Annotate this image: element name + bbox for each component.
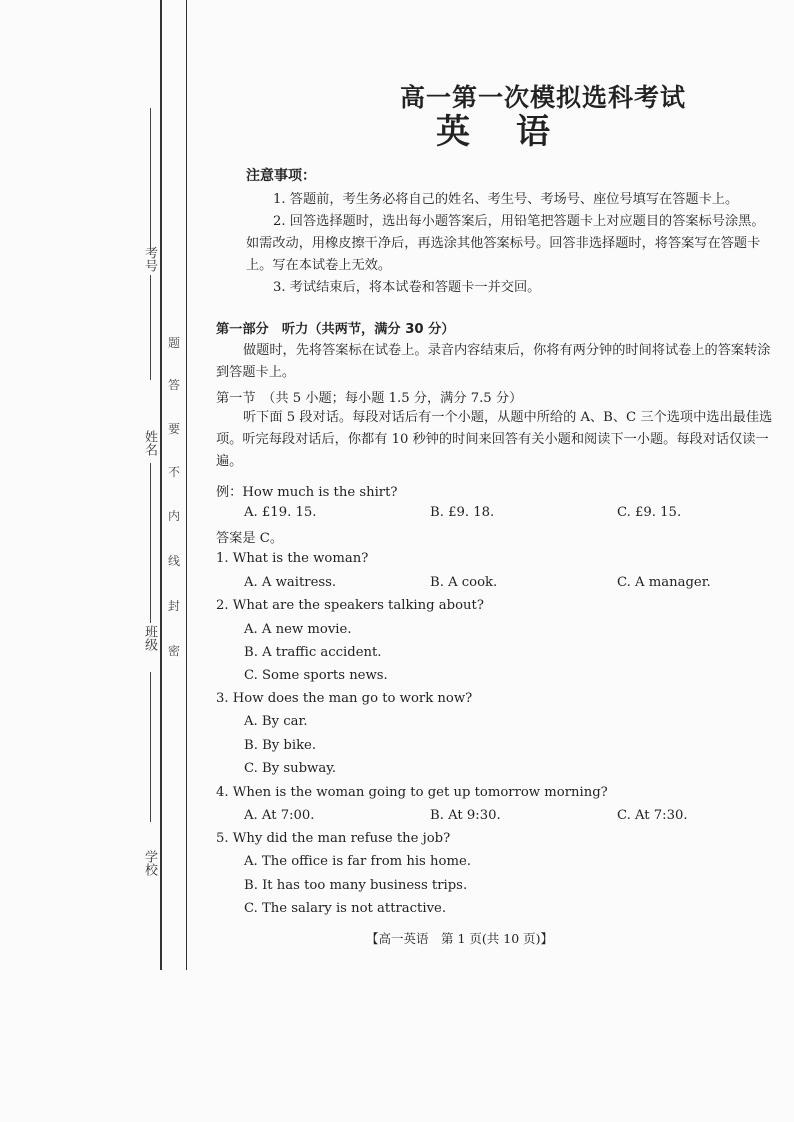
option: B. A cook. bbox=[430, 575, 498, 590]
seal-char: 要 bbox=[168, 422, 181, 436]
label-school: 学校 bbox=[142, 850, 157, 876]
example-question: 例：How much is the shirt? bbox=[216, 485, 398, 500]
subject-title: 英语 bbox=[436, 112, 596, 152]
part1-instruction: 做题时，先将答案标在试卷上。录音内容结束后，你将有两分钟的时间将试卷上的答案转涂到答题卡上。 bbox=[216, 343, 771, 380]
exam-number-blank[interactable] bbox=[150, 108, 151, 248]
seal-char: 线 bbox=[168, 554, 181, 568]
question-text: 5. Why did the man refuse the job? bbox=[216, 831, 451, 846]
binding-line-inner bbox=[186, 0, 187, 970]
notice-item: 3. 考试结束后，将本试卷和答题卡一并交回。 bbox=[273, 280, 541, 295]
exam-title: 高一第一次模拟选科考试 bbox=[400, 83, 687, 112]
label-class: 班级 bbox=[142, 625, 157, 651]
question-text: 2. What are the speakers talking about? bbox=[216, 598, 484, 613]
option: B. At 9:30. bbox=[430, 808, 501, 823]
section1-heading: 第一节 （共 5 小题；每小题 1.5 分，满分 7.5 分） bbox=[216, 391, 523, 406]
seal-char: 答 bbox=[168, 378, 181, 392]
part1-heading: 第一部分 听力（共两节，满分 30 分） bbox=[216, 322, 455, 337]
option: B. A traffic accident. bbox=[244, 645, 382, 660]
option: A. A waitress. bbox=[244, 575, 337, 590]
section1-instruction: 听下面 5 段对话。每段对话后有一个小题，从题中所给的 A、B、C 三个选项中选出最佳选项。听完每段对话后，你都有 10 秒钟的时间来回答有关小题和阅读下一小题。每段对话仅读一遍。 bbox=[216, 410, 773, 469]
notice-item: 1. 答题前，考生务必将自己的姓名、考生号、考场号、座位号填写在答题卡上。 bbox=[273, 192, 739, 207]
option: B. By bike. bbox=[244, 738, 317, 753]
example-option: C. £9. 15. bbox=[617, 505, 682, 520]
notice-item: 2. 回答选择题时，选出每小题答案后，用铅笔把答题卡上对应题目的答案标号涂黑。如需改动，用橡皮擦干净后，再选涂其他答案标号。回答非选择题时，将答案写在答题卡上。写在本试卷上无效。 bbox=[246, 214, 765, 273]
question-text: 3. How does the man go to work now? bbox=[216, 691, 473, 706]
notice-heading: 注意事项： bbox=[246, 168, 316, 184]
seal-char: 题 bbox=[168, 336, 181, 350]
option: C. At 7:30. bbox=[617, 808, 688, 823]
option: B. It has too many business trips. bbox=[244, 878, 468, 893]
seal-char: 内 bbox=[168, 509, 181, 523]
binding-line-outer bbox=[160, 0, 162, 970]
seal-char: 密 bbox=[168, 644, 181, 658]
label-name: 姓名 bbox=[142, 430, 157, 456]
question-text: 1. What is the woman? bbox=[216, 551, 369, 566]
option: C. A manager. bbox=[617, 575, 711, 590]
question-text: 4. When is the woman going to get up tomorrow morning? bbox=[216, 785, 608, 800]
seal-char: 封 bbox=[168, 599, 181, 613]
class-blank[interactable] bbox=[150, 672, 151, 822]
example-option: A. £19. 15. bbox=[244, 505, 317, 520]
example-option: B. £9. 18. bbox=[430, 505, 495, 520]
option: A. A new movie. bbox=[244, 622, 352, 637]
option: C. By subway. bbox=[244, 761, 337, 776]
exam-number-blank-lower[interactable] bbox=[150, 275, 151, 380]
option: C. Some sports news. bbox=[244, 668, 388, 683]
option: C. The salary is not attractive. bbox=[244, 901, 447, 916]
seal-char: 不 bbox=[168, 465, 181, 479]
name-blank[interactable] bbox=[150, 463, 151, 623]
option: A. The office is far from his home. bbox=[244, 854, 471, 869]
option: A. At 7:00. bbox=[244, 808, 315, 823]
option: A. By car. bbox=[244, 714, 308, 729]
example-answer: 答案是 C。 bbox=[216, 531, 284, 546]
label-exam-number: 考号 bbox=[142, 246, 157, 272]
page-footer: 【高一英语 第 1 页(共 10 页)】 bbox=[366, 931, 554, 946]
